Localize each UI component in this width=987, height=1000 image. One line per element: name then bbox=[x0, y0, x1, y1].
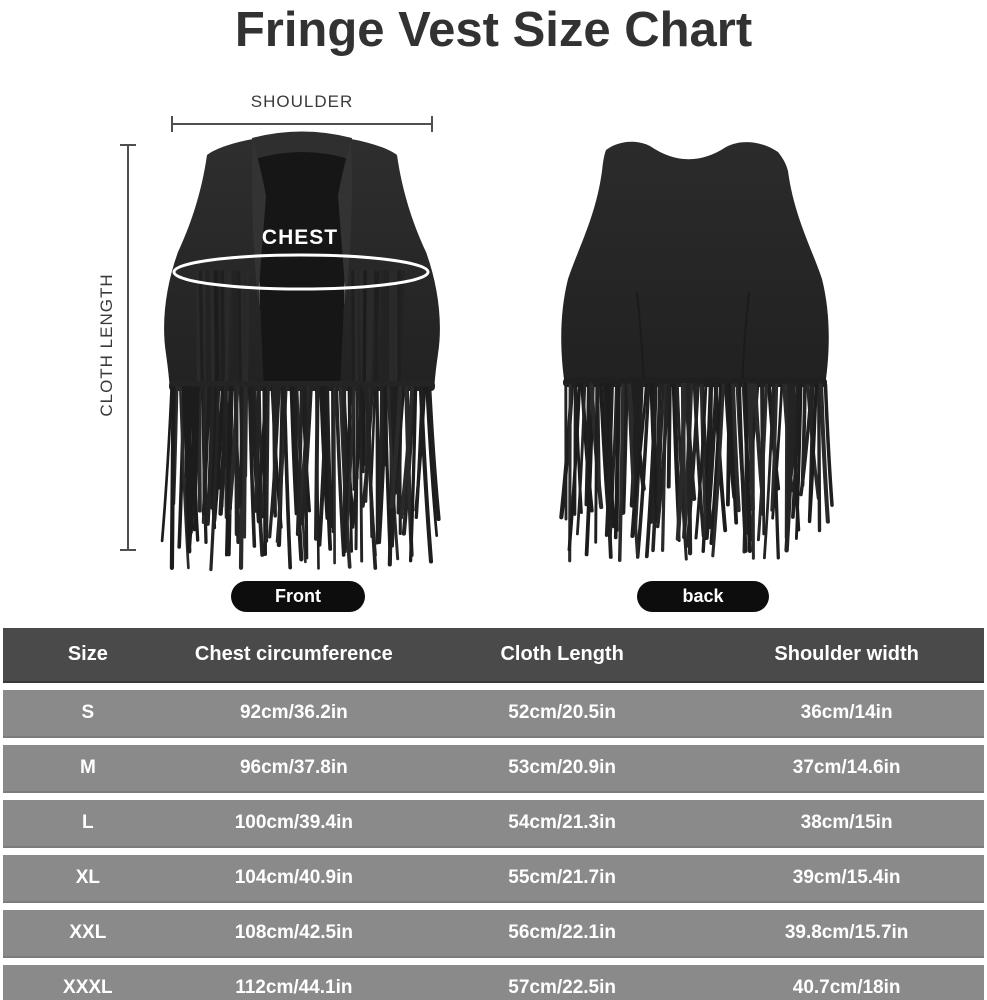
cell-value: 56cm/22.1in bbox=[508, 922, 617, 943]
table-body bbox=[3, 690, 984, 1000]
cell-value: 96cm/37.8in bbox=[239, 757, 348, 778]
back-vest-illustration bbox=[561, 142, 832, 561]
cell-value: 104cm/40.9in bbox=[234, 867, 353, 888]
page-title: Fringe Vest Size Chart bbox=[234, 3, 753, 57]
cell-value: 36cm/14in bbox=[800, 702, 893, 723]
cell-value: 53cm/20.9in bbox=[508, 757, 617, 778]
cell-value: 37cm/14.6in bbox=[792, 757, 901, 778]
shoulder-label: SHOULDER bbox=[250, 92, 354, 111]
shoulder-measure-line bbox=[172, 116, 432, 132]
cell-size: XXL bbox=[69, 922, 107, 943]
table-row bbox=[3, 800, 984, 848]
table-row bbox=[3, 965, 984, 1000]
header-cell-chest: Chest circumference bbox=[194, 643, 393, 665]
table-row bbox=[3, 745, 984, 793]
cell-value: 40.7cm/18in bbox=[792, 977, 901, 998]
header-cell-cloth-length: Cloth Length bbox=[500, 643, 624, 665]
cell-value: 112cm/44.1in bbox=[235, 977, 353, 998]
back-badge: back bbox=[637, 581, 769, 612]
cell-size: M bbox=[79, 757, 96, 778]
cell-value: 108cm/42.5in bbox=[234, 922, 353, 943]
table-row bbox=[3, 690, 984, 738]
table-row bbox=[3, 910, 984, 958]
cell-value: 54cm/21.3in bbox=[508, 812, 617, 833]
cell-value: 39.8cm/15.7in bbox=[784, 922, 909, 943]
cell-size: XL bbox=[75, 867, 100, 888]
cell-value: 39cm/15.4in bbox=[792, 867, 901, 888]
cell-value: 57cm/22.5in bbox=[508, 977, 617, 998]
chest-label: CHEST bbox=[261, 226, 339, 249]
cell-size: XXXL bbox=[63, 977, 113, 998]
table-header-row bbox=[3, 628, 984, 683]
size-table bbox=[3, 628, 984, 1000]
header-cell-shoulder-width: Shoulder width bbox=[774, 643, 919, 665]
cell-value: 52cm/20.5in bbox=[508, 702, 617, 723]
header-cell-size: Size bbox=[67, 643, 108, 665]
cloth-length-label: CLOTH LENGTH bbox=[97, 273, 116, 417]
table-row bbox=[3, 855, 984, 903]
cell-value: 38cm/15in bbox=[800, 812, 893, 833]
cell-value: 55cm/21.7in bbox=[508, 867, 617, 888]
front-badge: Front bbox=[231, 581, 365, 612]
cell-value: 92cm/36.2in bbox=[239, 702, 348, 723]
cell-value: 100cm/39.4in bbox=[234, 812, 353, 833]
cloth-length-measure-line bbox=[120, 145, 136, 550]
cell-size: S bbox=[81, 702, 95, 723]
cell-size: L bbox=[82, 812, 94, 833]
front-vest-illustration bbox=[162, 132, 440, 570]
